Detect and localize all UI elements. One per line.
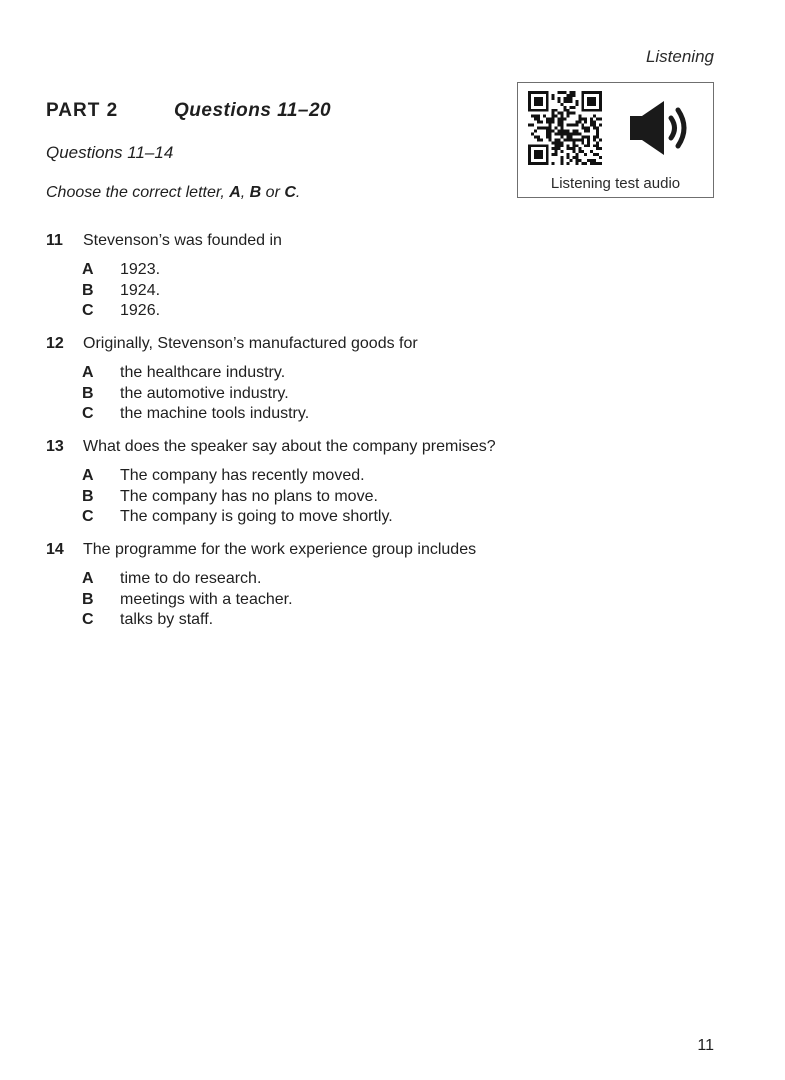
option-c[interactable] xyxy=(82,507,496,528)
question-text: Stevenson’s was founded in xyxy=(83,232,282,249)
option-text: 1923. xyxy=(120,261,161,278)
question-13 xyxy=(46,437,496,528)
instruction-part: . xyxy=(295,184,301,201)
instruction-part: , xyxy=(240,184,250,201)
part-questions-range: Questions 11–20 xyxy=(174,100,332,121)
option-letter: A xyxy=(82,467,94,484)
question-12 xyxy=(46,334,418,425)
option-b[interactable] xyxy=(82,487,496,508)
option-letter: C xyxy=(82,405,94,422)
audio-caption: Listening test audio xyxy=(550,175,681,192)
option-letter: B xyxy=(82,384,94,402)
option-letter: B xyxy=(82,487,94,505)
option-letter: C xyxy=(82,611,94,628)
instruction-text xyxy=(46,184,300,202)
question-14 xyxy=(46,540,476,631)
qr-code-icon[interactable] xyxy=(528,91,602,165)
options-list xyxy=(46,260,282,322)
page-number: 11 xyxy=(697,1037,714,1054)
option-text: The company has recently moved. xyxy=(120,467,365,484)
listening-audio-box[interactable] xyxy=(517,82,714,198)
option-text: The company has no plans to move. xyxy=(120,487,378,505)
question-stem xyxy=(46,540,476,560)
option-a[interactable] xyxy=(82,569,476,590)
question-number: 14 xyxy=(46,541,64,558)
question-stem xyxy=(46,231,282,251)
option-text: the healthcare industry. xyxy=(120,364,286,381)
option-letter: A xyxy=(82,570,94,587)
instruction-part: Choose the correct letter, xyxy=(46,184,230,201)
option-letter: A xyxy=(82,364,94,381)
options-list xyxy=(46,569,476,631)
option-text: the machine tools industry. xyxy=(120,405,310,422)
instruction-letter-c: C xyxy=(284,184,296,201)
running-head: Listening xyxy=(645,47,714,66)
option-text: time to do research. xyxy=(120,570,262,587)
option-c[interactable] xyxy=(82,610,476,631)
option-text: the automotive industry. xyxy=(120,384,289,402)
question-number: 11 xyxy=(46,232,63,249)
instruction-letter-b: B xyxy=(249,184,262,201)
option-letter: B xyxy=(82,590,94,608)
option-text: 1926. xyxy=(120,302,161,319)
option-text: meetings with a teacher. xyxy=(120,590,293,608)
part-heading xyxy=(46,100,331,122)
instruction-letter-a: A xyxy=(229,184,241,201)
question-number: 12 xyxy=(46,335,64,352)
options-list xyxy=(46,466,496,528)
option-letter: C xyxy=(82,302,94,319)
option-letter: C xyxy=(82,508,94,525)
option-letter: B xyxy=(82,281,94,299)
option-text: The company is going to move shortly. xyxy=(120,508,393,525)
option-text: talks by staff. xyxy=(120,611,214,628)
questions-subheading: Questions 11–14 xyxy=(46,143,174,162)
option-a[interactable] xyxy=(82,260,282,281)
question-text: The programme for the work experience group includes xyxy=(83,541,477,558)
question-11 xyxy=(46,231,282,322)
question-text: What does the speaker say about the company premises? xyxy=(83,438,496,455)
question-text: Originally, Stevenson’s manufactured goods for xyxy=(83,335,418,352)
question-number: 13 xyxy=(46,438,64,455)
instruction-part: or xyxy=(261,184,285,201)
option-text: 1924. xyxy=(120,281,161,299)
option-b[interactable] xyxy=(82,384,418,405)
option-a[interactable] xyxy=(82,466,496,487)
question-stem xyxy=(46,334,418,354)
options-list xyxy=(46,363,418,425)
part-label: PART 2 xyxy=(46,100,119,121)
option-c[interactable] xyxy=(82,404,418,425)
speaker-icon[interactable] xyxy=(626,97,692,159)
option-c[interactable] xyxy=(82,301,282,322)
option-a[interactable] xyxy=(82,363,418,384)
option-letter: A xyxy=(82,261,94,278)
option-b[interactable] xyxy=(82,281,282,302)
option-b[interactable] xyxy=(82,590,476,611)
question-stem xyxy=(46,437,496,457)
